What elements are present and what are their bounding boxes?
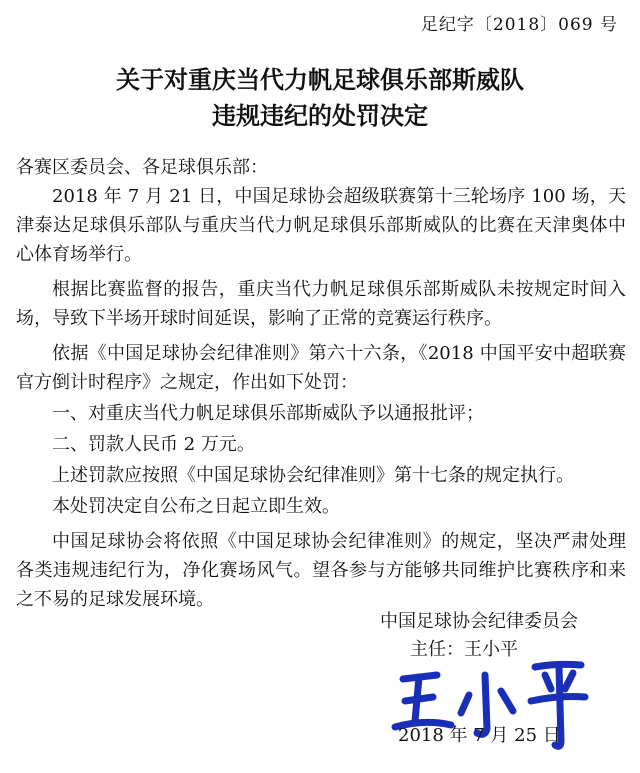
addressee: 各赛区委员会、各足球俱乐部： xyxy=(16,157,268,178)
paragraph-closing: 中国足球协会将依照《中国足球协会纪律准则》的规定，坚决严肃处理各类违规违纪行为，净化赛场风气。望各参与方能够共同维护比赛秩序和来之不易的足球发展环境。 xyxy=(16,531,626,610)
penalty-item-1: 一、对重庆当代力帆足球俱乐部斯威队予以通报批评； xyxy=(52,403,484,424)
paragraph-match-info: 2018 年 7 月 21 日，中国足球协会超级联赛第十三轮场序 100 场，天津泰达足球俱乐部队与重庆当代力帆足球俱乐部斯威队的比赛在天津奥体中心体育场举行。 xyxy=(16,186,626,265)
signing-date: 2018 年 7 月 25 日 xyxy=(398,725,561,746)
document-title xyxy=(0,62,640,134)
document-body xyxy=(16,182,626,620)
paragraph-report: 根据比赛监督的报告，重庆当代力帆足球俱乐部斯威队未按规定时间入场，导致下半场开球时间延误，影响了正常的竞赛运行秩序。 xyxy=(16,279,626,329)
signing-chief: 主任：王小平 xyxy=(410,639,518,660)
signing-organization: 中国足球协会纪律委员会 xyxy=(380,611,578,632)
paragraph-basis: 依据《中国足球协会纪律准则》第六十六条，《2018 中国平安中超联赛官方倒计时程序》之规定，作出如下处罚： xyxy=(16,343,626,393)
title-line-1: 关于对重庆当代力帆足球俱乐部斯威队 xyxy=(116,65,524,94)
paragraph-effective: 本处罚决定自公布之日起立即生效。 xyxy=(52,496,340,517)
paragraph-fine-execution: 上述罚款应按照《中国足球协会纪律准则》第十七条的规定执行。 xyxy=(52,465,574,486)
title-line-2: 违规违纪的处罚决定 xyxy=(212,101,428,130)
penalty-item-2: 二、罚款人民币 2 万元。 xyxy=(52,434,255,455)
document-number: 足纪字〔2018〕069 号 xyxy=(420,15,618,35)
